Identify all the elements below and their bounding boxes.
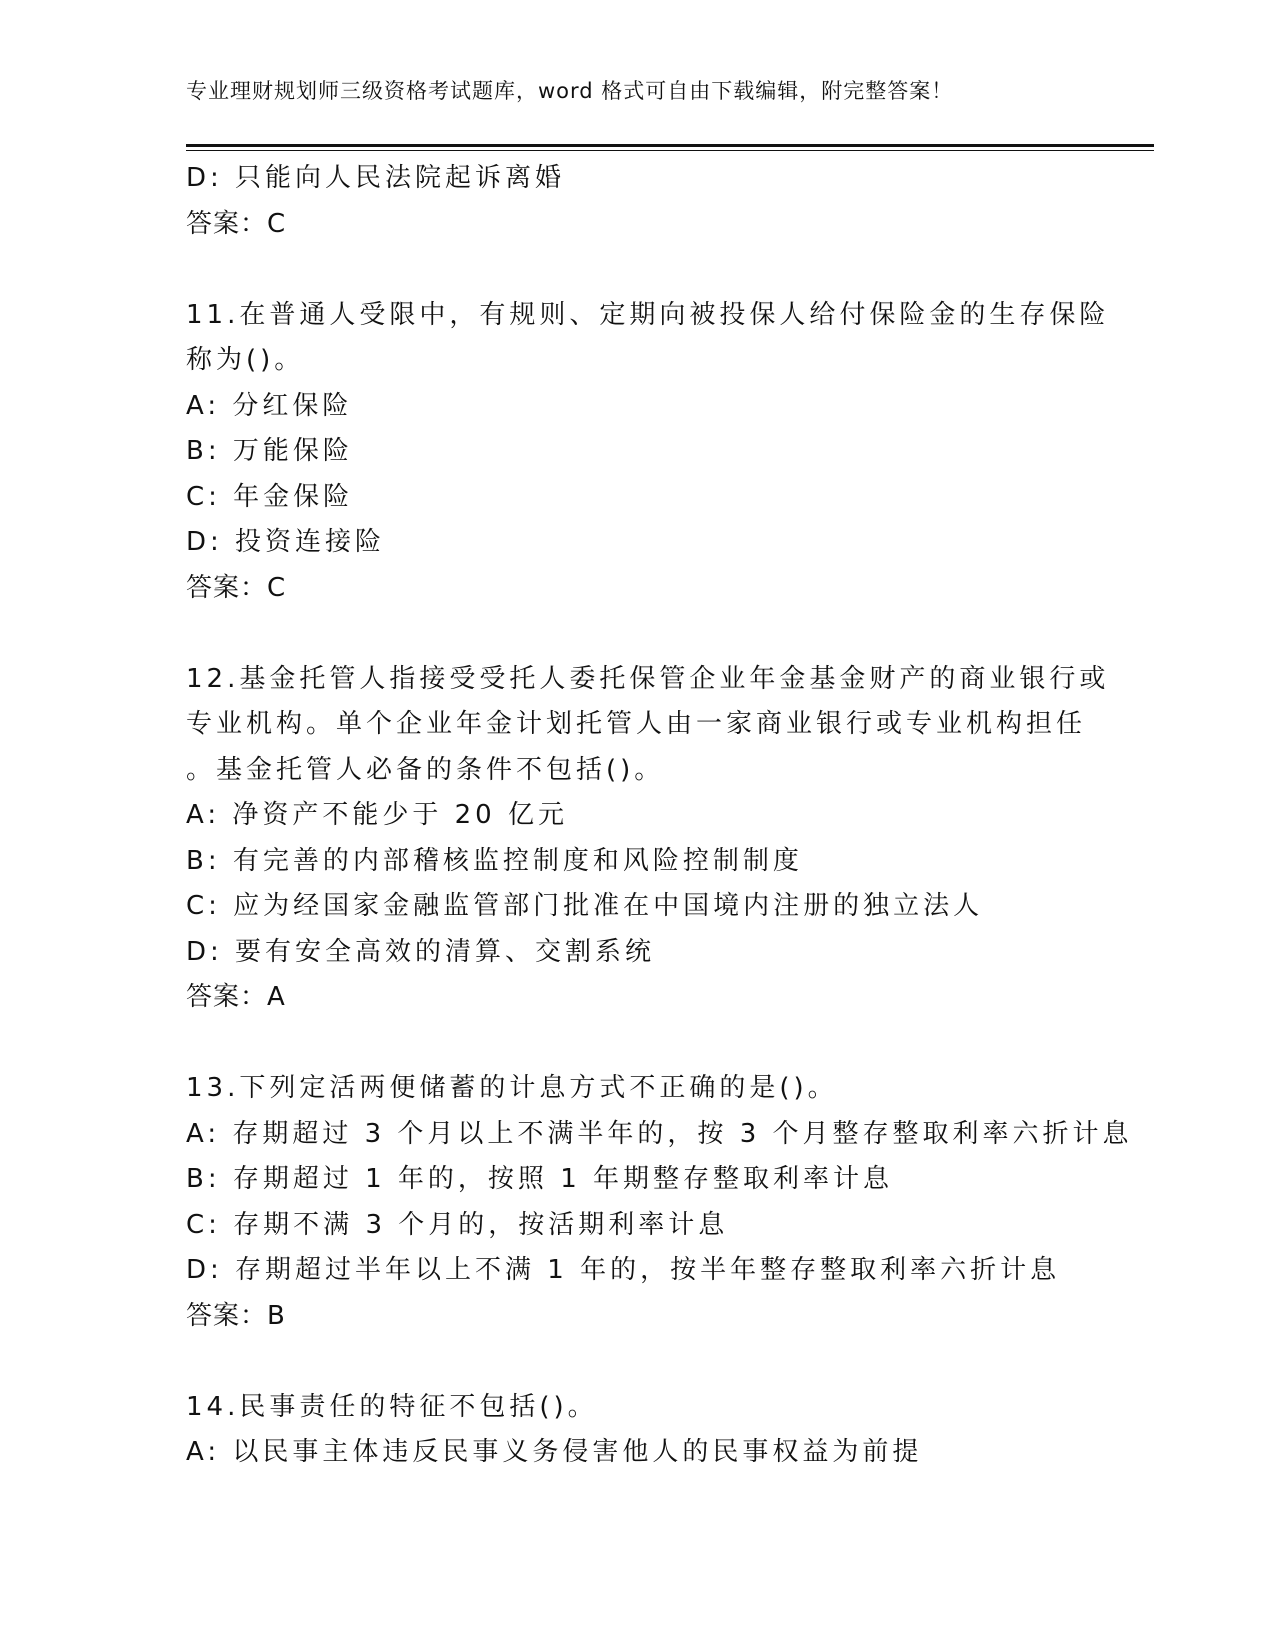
- block-spacer: [186, 247, 1086, 293]
- question-text-line: 专业机构。单个企业年金计划托管人由一家商业银行或专业机构担任: [186, 709, 1087, 739]
- option-line: D: 存期超过半年以上不满 1 年的，按半年整存整取利率六折计息: [186, 1255, 1061, 1285]
- option-line: B: 万能保险: [186, 436, 353, 466]
- question-text-line: 称为()。: [186, 345, 305, 375]
- question-block: [186, 1066, 1133, 1339]
- option-line: C: 应为经国家金融监管部门批准在中国境内注册的独立法人: [186, 891, 984, 921]
- option-line: D: 要有安全高效的清算、交割系统: [186, 936, 656, 967]
- answer-line: 答案：C: [186, 572, 287, 603]
- option-line: A: 净资产不能少于 20 亿元: [186, 800, 568, 830]
- question-block: [186, 156, 1086, 247]
- answer-line: 答案：B: [186, 1300, 286, 1331]
- question-text-line: 11.在普通人受限中，有规则、定期向被投保人给付保险金的生存保险: [186, 299, 1110, 330]
- page-header: 专业理财规划师三级资格考试题库，word 格式可自由下载编辑，附完整答案！: [186, 79, 954, 103]
- option-line: A: 存期超过 3 个月以上不满半年的，按 3 个月整存整取利率六折计息: [186, 1118, 1133, 1149]
- header-rule-thick: [186, 144, 1154, 147]
- option-line: B: 有完善的内部稽核监控制度和风险控制制度: [186, 845, 803, 876]
- block-spacer: [186, 1021, 1086, 1067]
- question-text-line: 13.下列定活两便储蓄的计息方式不正确的是()。: [186, 1073, 838, 1103]
- question-block: [186, 1385, 1086, 1476]
- question-block: [186, 293, 1110, 612]
- question-list: [186, 156, 1133, 1476]
- option-line: B: 存期超过 1 年的，按照 1 年期整存整取利率计息: [186, 1164, 894, 1194]
- option-line: A: 分红保险: [186, 390, 353, 421]
- header-rule-thin: [186, 150, 1154, 151]
- question-text-line: 。基金托管人必备的条件不包括()。: [186, 754, 665, 785]
- block-spacer: [186, 1339, 1086, 1385]
- option-line: C: 存期不满 3 个月的，按活期利率计息: [186, 1209, 729, 1240]
- option-line: A: 以民事主体违反民事义务侵害他人的民事权益为前提: [186, 1437, 923, 1467]
- question-text-line: 12.基金托管人指接受受托人委托保管企业年金基金财产的商业银行或: [186, 663, 1110, 694]
- question-text-line: 14.民事责任的特征不包括()。: [186, 1391, 598, 1422]
- answer-line: 答案：C: [186, 208, 287, 239]
- answer-line: 答案：A: [186, 982, 286, 1012]
- block-spacer: [186, 611, 1086, 657]
- question-block: [186, 657, 1110, 1021]
- option-line: D: 只能向人民法院起诉离婚: [186, 163, 566, 193]
- option-line: C: 年金保险: [186, 481, 354, 512]
- option-line: D: 投资连接险: [186, 527, 386, 557]
